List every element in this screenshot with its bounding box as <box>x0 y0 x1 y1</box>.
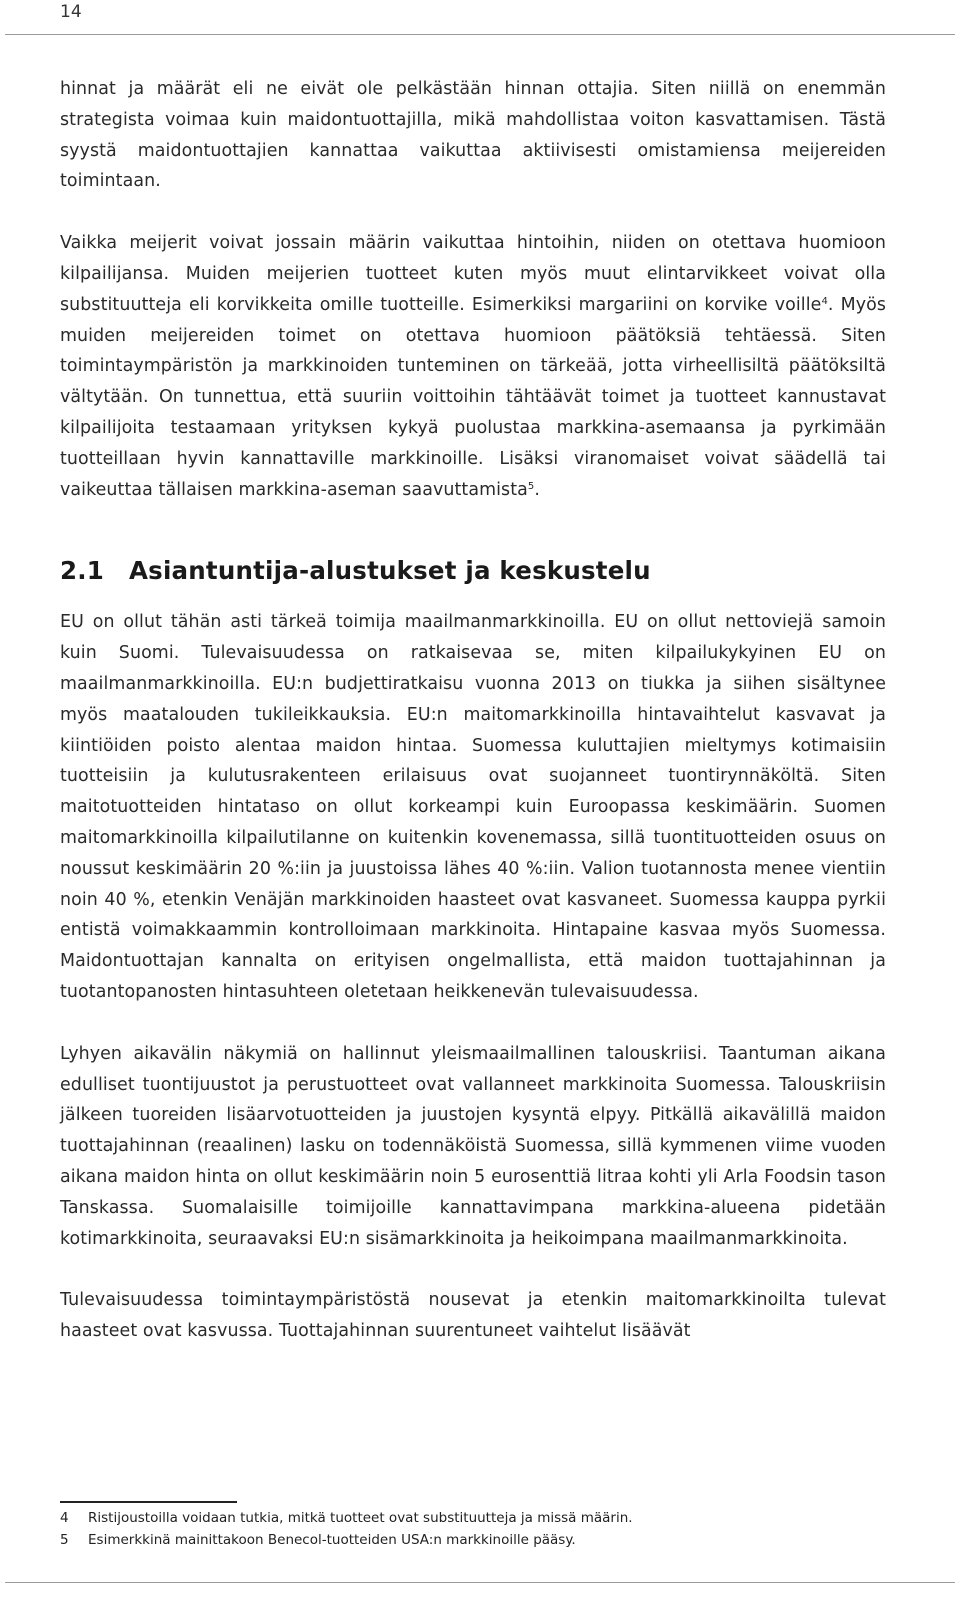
body-paragraph-2 <box>60 228 886 505</box>
header-rule <box>5 34 955 35</box>
section-heading <box>60 556 886 585</box>
footnote-item <box>60 1530 890 1552</box>
footnote-rule <box>60 1501 237 1503</box>
footnote-ref-4[interactable]: 4 <box>821 295 828 307</box>
footnote-number: 4 <box>60 1510 69 1526</box>
section-paragraph-3: Tulevaisuudessa toimintaympäristöstä nousevat ja etenkin maitomarkkinoilta tulevat haasteet ovat kasvussa. Tuottajahinnan suurentuneet vaihtelut lisäävät <box>60 1290 886 1342</box>
section-paragraph-2: Lyhyen aikavälin näkymiä on hallinnut yleismaailmallinen talouskriisi. Taantuman aikana edulliset tuontijuustot ja perustuotteet ovat vallanneet markkinoita Suomessa. Talouskriisin jälkeen tuoreiden lisäarvotuotteiden ja juustojen kysyntä elpyy. Pitkällä aikavälillä maidon tuottajahinnan (reaalinen) lasku on todennäköistä Suomessa, sillä kymmenen viime vuoden aikana maidon hinta on ollut keskimäärin noin 5 eurosenttiä litraa kohti yli Arla Foodsin tason Tanskassa. Suomalaisille toimijoille kannattavimpana markkina-alueena pidetään kotimarkkinoita, seuraavaksi EU:n sisämarkkinoita ja heikoimpana maailmanmarkkinoita. <box>60 1043 886 1249</box>
section-number: 2.1 <box>60 556 105 586</box>
footer-rule <box>5 1582 955 1583</box>
section-title: Asiantuntija-alustukset ja keskustelu <box>129 556 651 586</box>
footnotes <box>60 1508 890 1551</box>
footnote-text: Ristijoustoilla voidaan tutkia, mitkä tuotteet ovat substituutteja ja missä määrin. <box>88 1510 633 1526</box>
footnote-number: 5 <box>60 1531 69 1548</box>
section-paragraph-1: EU on ollut tähän asti tärkeä toimija maailmanmarkkinoilla. EU on ollut nettoviejä samoin kuin Suomi. Tulevaisuudessa on ratkaisevaa se, miten kilpailukykyinen EU on maailmanmarkkinoilla. EU:n budjettiratkaisu vuonna 2013 on tiukka ja siihen sisältynee myös maatalouden tukileikkauksia. EU:n maitomarkkinoilla hintavaihtelut kasvavat ja kiintiöiden poisto alentaa maidon hintaa. Suomessa kuluttajien mieltymys kotimaisiin tuotteisiin ja kulutusrakenteen erilaisuus ovat suojanneet tuontirynnäköltä. Siten maitotuotteiden hintataso on ollut korkeampi kuin Euroopassa keskimäärin. Suomen maitomarkkinoilla kilpailutilanne on kuitenkin kovenemassa, sillä tuontituotteiden osuus on noussut keskimäärin 20 %:iin ja juustoissa lähes 40 %:iin. Valion tuotannosta menee vientiin noin 40 %, etenkin Venäjän markkinoiden haasteet ovat kasvaneet. Suomessa kauppa pyrkii entistä voimakkaammin kontrolloimaan markkinoita. Hintapaine kasvaa myös Suomessa. Maidontuottajan kannalta on erityisen ongelmallista, että maidon tuottajahinnan ja tuotantopanosten hintasuhteen oletetaan heikkenevän tulevaisuudessa. <box>60 612 886 1002</box>
footnote-item <box>60 1508 890 1530</box>
body-paragraph-2-text-b: . Myös muiden meijereiden toimet on otettava huomioon päätöksiä tehtäessä. Siten toimintaympäristön ja markkinoiden tunteminen on tärkeää, jotta virheellisiltä päätöksiltä vältytään. On tunnettua, että suuriin voittoihin tähtäävät toimet ja tuotteet kannustavat kilpailijoita testaamaan yrityksen kykyä puolustaa markkina-asemaansa ja pyrkimään tuotteillaan hyvin kannattaville markkinoille. Lisäksi viranomaiset voivat säädellä tai vaikeuttaa tällaisen markkina-aseman saavuttamista <box>60 294 886 500</box>
footnote-ref-5[interactable]: 5 <box>527 480 535 492</box>
body-paragraph-1: hinnat ja määrät eli ne eivät ole pelkästään hinnan ottajia. Siten niillä on enemmän strategista voimaa kuin maidontuottajilla, mikä mahdollistaa voiton kasvattamisen. Tästä syystä maidontuottajien kannattaa vaikuttaa aktiivisesti omistamiensa meijereiden toimintaan. <box>60 79 886 192</box>
page-number: 14 <box>60 2 82 22</box>
body-paragraph-2-text-c: . <box>534 479 541 500</box>
main-content <box>60 74 886 1347</box>
footnote-text: Esimerkkinä mainittakoon Benecol-tuotteiden USA:n markkinoille pääsy. <box>88 1531 576 1548</box>
body-paragraph-2-text-a: Vaikka meijerit voivat jossain määrin vaikuttaa hintoihin, niiden on otettava huomioon kilpailijansa. Muiden meijerien tuotteet kuten myös muut elintarvikkeet voivat olla substituutteja eli korvikkeita omille tuotteille. Esimerkiksi margariini on korvike voille <box>60 233 886 315</box>
